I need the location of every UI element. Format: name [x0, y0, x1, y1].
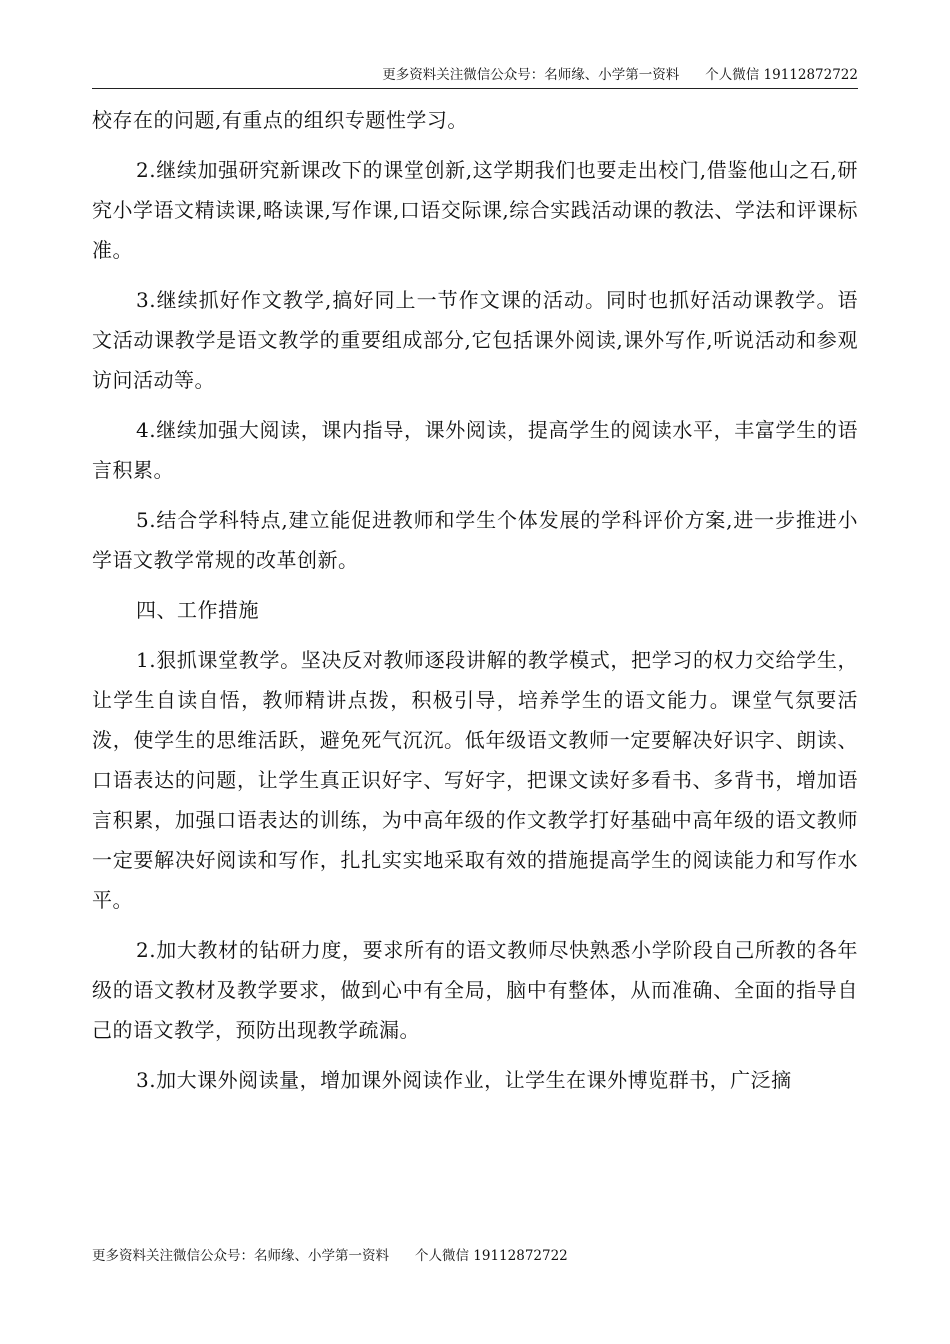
paragraph-measure-3-extracurricular-reading: 3.加大课外阅读量，增加课外阅读作业，让学生在课外博览群书，广泛摘: [136, 1068, 792, 1092]
header-wechat-text: 个人微信 19112872722: [705, 67, 858, 83]
paragraph-continuation: 校存在的问题,有重点的组织专题性学习。: [92, 108, 468, 132]
page-header: [92, 66, 858, 89]
paragraph-item-2-classroom-innovation: 2.继续加强研究新课改下的课堂创新,这学期我们也要走出校门,借鉴他山之石,研究小学语文精读课,略读课,写作课,口语交际课,综合实践活动课的教法、学法和评课标准。: [92, 158, 858, 262]
paragraph-item-4-reading: 4.继续加强大阅读，课内指导，课外阅读，提高学生的阅读水平，丰富学生的语言积累。: [92, 418, 858, 482]
section-heading-work-measures: 四、工作措施: [136, 598, 259, 622]
paragraph-item-3-composition-teaching: 3.继续抓好作文教学,搞好同上一节作文课的活动。同时也抓好活动课教学。语文活动课教学是语文教学的重要组成部分,它包括课外阅读,课外写作,听说活动和参观访问活动等。: [92, 288, 858, 392]
paragraph-item-5-evaluation: 5.结合学科特点,建立能促进教师和学生个体发展的学科评价方案,进一步推进小学语文教学常规的改革创新。: [92, 508, 858, 572]
header-promo-text: 更多资料关注微信公众号：名师缘、小学第一资料: [382, 67, 680, 83]
page-footer: [92, 1247, 568, 1265]
footer-wechat-text: 个人微信 19112872722: [415, 1248, 568, 1264]
footer-promo-text: 更多资料关注微信公众号：名师缘、小学第一资料: [92, 1248, 389, 1264]
paragraph-measure-2-textbooks: 2.加大教材的钻研力度，要求所有的语文教师尽快熟悉小学阶段自己所教的各年级的语文教材及教学要求，做到心中有全局，脑中有整体，从而准确、全面的指导自己的语文教学，预防出现教学疏漏。: [92, 938, 858, 1042]
document-body: [92, 100, 858, 1110]
paragraph-measure-1-classroom: 1.狠抓课堂教学。坚决反对教师逐段讲解的教学模式，把学习的权力交给学生，让学生自读自悟，教师精讲点拨，积极引导，培养学生的语文能力。课堂气氛要活泼，使学生的思维活跃，避免死气沉沉。低年级语文教师一定要解决好识字、朗读、口语表达的问题，让学生真正识好字、写好字，把课文读好多看书、多背书，增加语言积累，加强口语表达的训练，为中高年级的作文教学打好基础中高年级的语文教师一定要解决好阅读和写作，扎扎实实地采取有效的措施提高学生的阅读能力和写作水平。: [92, 648, 858, 912]
